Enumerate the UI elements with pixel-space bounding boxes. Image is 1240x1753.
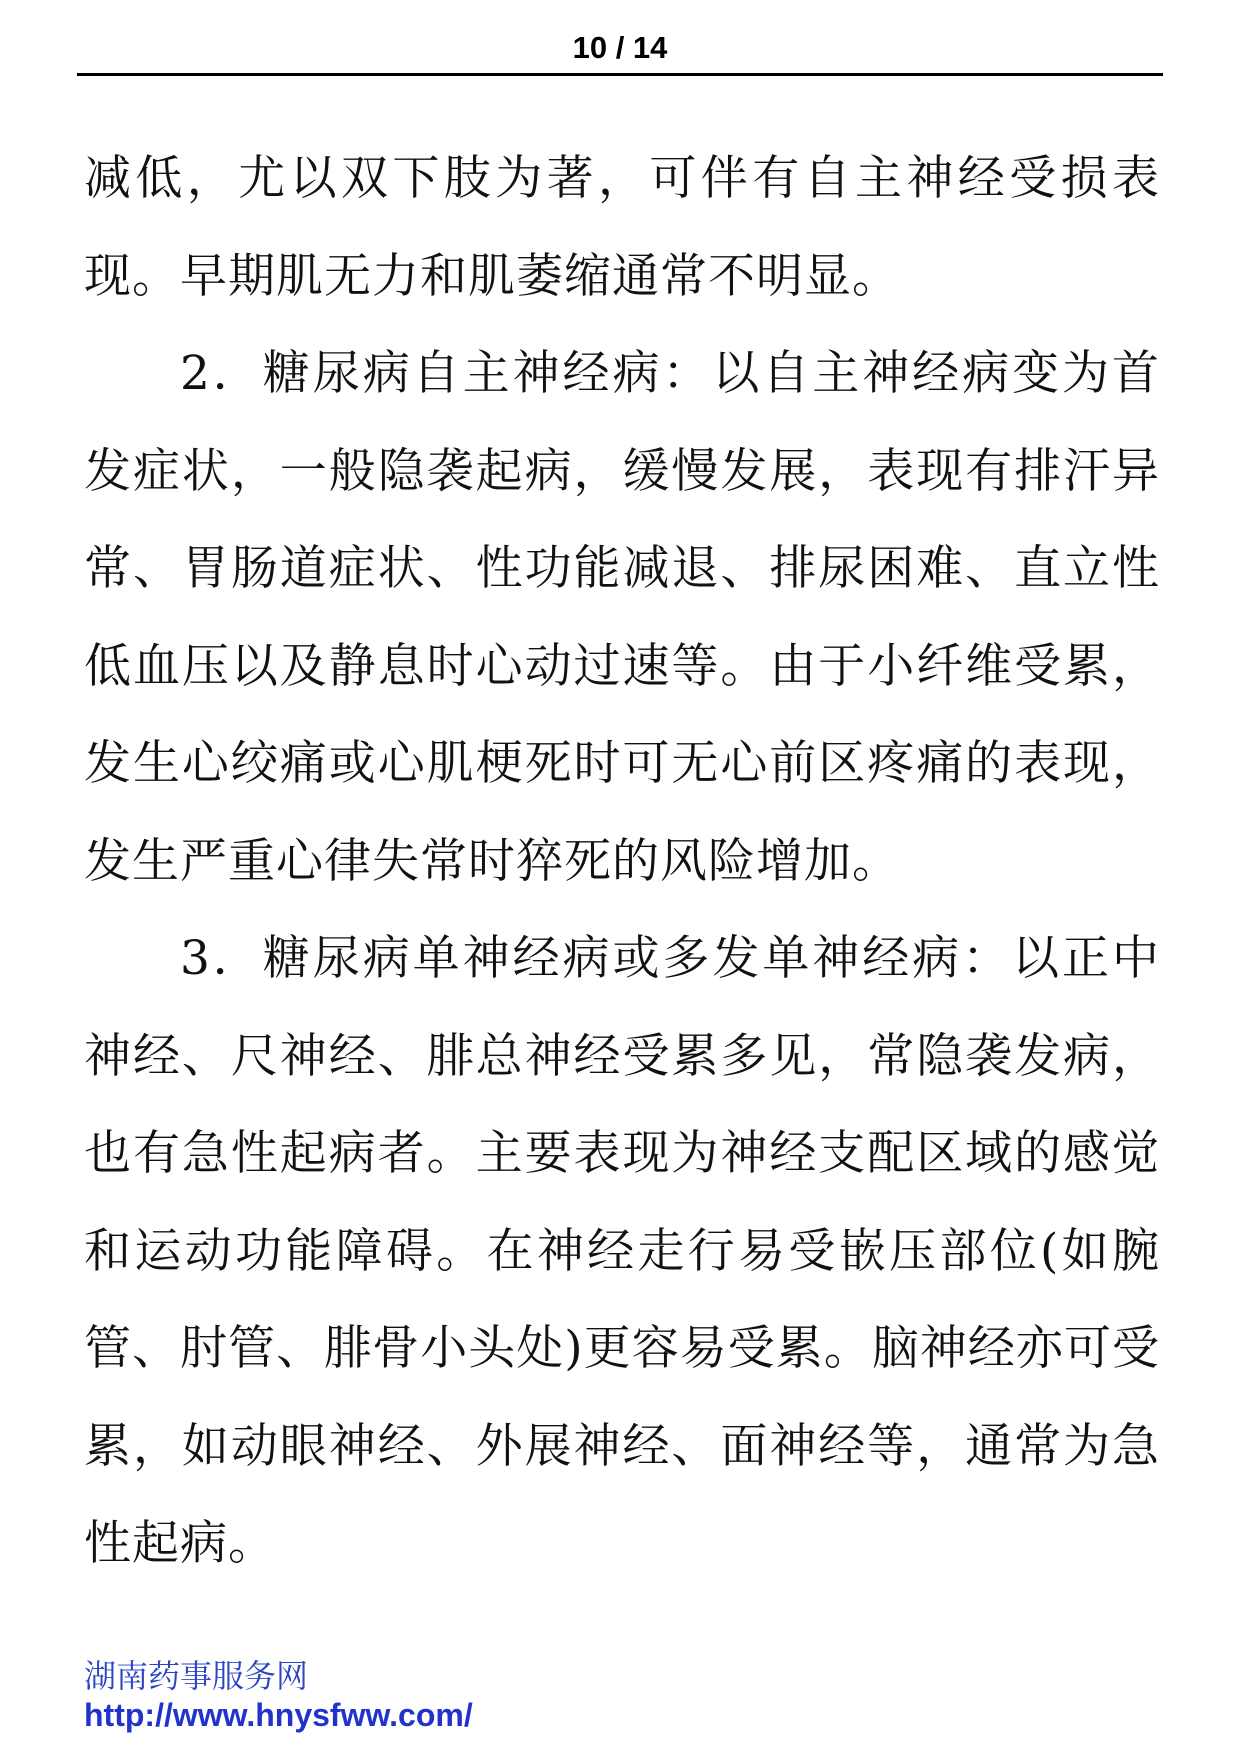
footer-site-name: 湖南药事服务网 bbox=[84, 1657, 309, 1695]
document-body bbox=[84, 130, 1160, 1593]
page-number: 10 / 14 bbox=[572, 30, 668, 65]
paragraph-autonomic-neuropathy: 2．糖尿病自主神经病：以自主神经病变为首发症状，一般隐袭起病，缓慢发展，表现有排汗异常、胃肠道症状、性功能减退、排尿困难、直立性低血压以及静息时心动过速等。由于小纤维受累，发生心绞痛或心肌梗死时可无心前区疼痛的表现，发生严重心律失常时猝死的风险增加。 bbox=[84, 346, 1160, 889]
paragraph-continuation: 减低，尤以双下肢为著，可伴有自主神经受损表现。早期肌无力和肌萎缩通常不明显。 bbox=[84, 151, 1160, 304]
header-divider bbox=[77, 73, 1163, 76]
footer-site-link[interactable]: http://www.hnysfww.com/ bbox=[84, 1697, 473, 1733]
paragraph-mononeuropathy: 3．糖尿病单神经病或多发单神经病：以正中神经、尺神经、腓总神经受累多见，常隐袭发病，也有急性起病者。主要表现为神经支配区域的感觉和运动功能障碍。在神经走行易受嵌压部位(如腕管、肘管、腓骨小头处)更容易受累。脑神经亦可受累，如动眼神经、外展神经、面神经等，通常为急性起病。 bbox=[84, 931, 1160, 1571]
footer bbox=[84, 1656, 473, 1734]
